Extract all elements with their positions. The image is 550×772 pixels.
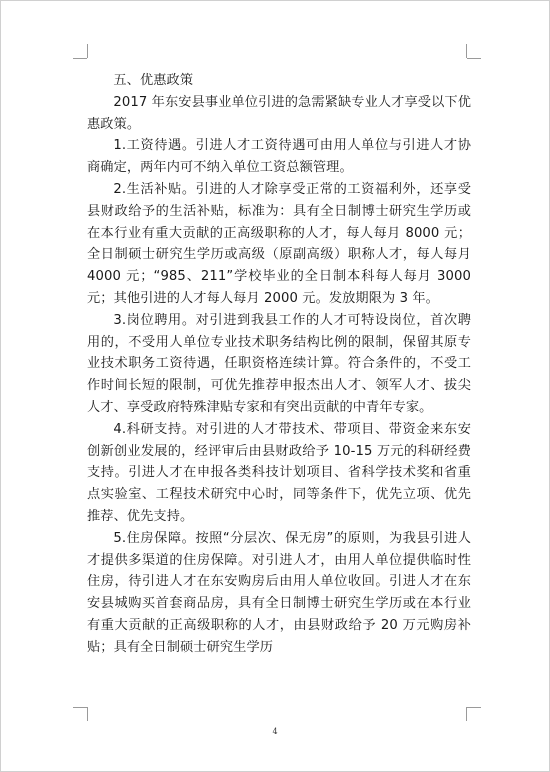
crop-mark-top-right bbox=[466, 44, 467, 58]
page-number: 4 bbox=[272, 727, 278, 736]
crop-mark-top-left bbox=[87, 44, 88, 58]
paragraph-housing: 5.住房保障。按照“分层次、保无房”的原则，为我县引进人才提供多渠道的住房保障。对引进人才，由用人单位提供临时性住房，待引进人才在东安购房后由用人单位收回。引进人才在东安县城购买首套商品房，具有全日制博士研究生学历或在本行业有重大贡献的正高级职称的人才，由县财政给予 20 万元购房补贴；具有全日制硕士研究生学历 bbox=[87, 530, 471, 655]
crop-mark-top-right bbox=[467, 58, 481, 59]
paragraph-research-support: 4.科研支持。对引进的人才带技术、带项目、带资金来东安创新创业发展的，经评审后由县财政给予 10-15 万元的科研经费支持。引进人才在申报各类科技计划项目、省科学技术奖和省重点实验室、工程技术研究中心时，同等条件下，优先立项、优先推荐、优先支持。 bbox=[87, 421, 471, 524]
crop-mark-bottom-right bbox=[466, 707, 467, 721]
crop-mark-bottom-right bbox=[467, 707, 481, 708]
paragraph-living-subsidy: 2.生活补贴。引进的人才除享受正常的工资福利外，还享受县财政给予的生活补贴，标准为：具有全日制博士研究生学历或在本行业有重大贡献的正高级职称的人才，每人每月 8000 元；全日制硕士研究生学历或高级（原副高级）职称人才，每人每月 4000 元；“985、211”学校毕业的全日制本科每人每月 3000 元；其他引进的人才每人每月 2000 元。发放期限为 3 年。 bbox=[87, 181, 471, 306]
crop-mark-bottom-left bbox=[73, 707, 87, 708]
intro-paragraph: 2017 年东安县事业单位引进的急需紧缺专业人才享受以下优惠政策。 bbox=[87, 94, 471, 132]
crop-mark-bottom-left bbox=[87, 707, 88, 721]
crop-mark-top-left bbox=[73, 58, 87, 59]
document-body bbox=[87, 70, 471, 659]
paragraph-post-employment: 3.岗位聘用。对引进到我县工作的人才可特设岗位，首次聘用的，不受用人单位专业技术职务结构比例的限制，保留其原专业技术职务工资待遇，任职资格连续计算。符合条件的，不受工作时间长短的限制，可优先推荐申报杰出人才、领军人才、拔尖人才、享受政府特殊津贴专家和有突出贡献的中青年专家。 bbox=[87, 312, 471, 415]
paragraph-salary: 1.工资待遇。引进人才工资待遇可由用人单位与引进人才协商确定，两年内可不纳入单位工资总额管理。 bbox=[87, 138, 471, 176]
section-heading: 五、优惠政策 bbox=[113, 73, 194, 88]
